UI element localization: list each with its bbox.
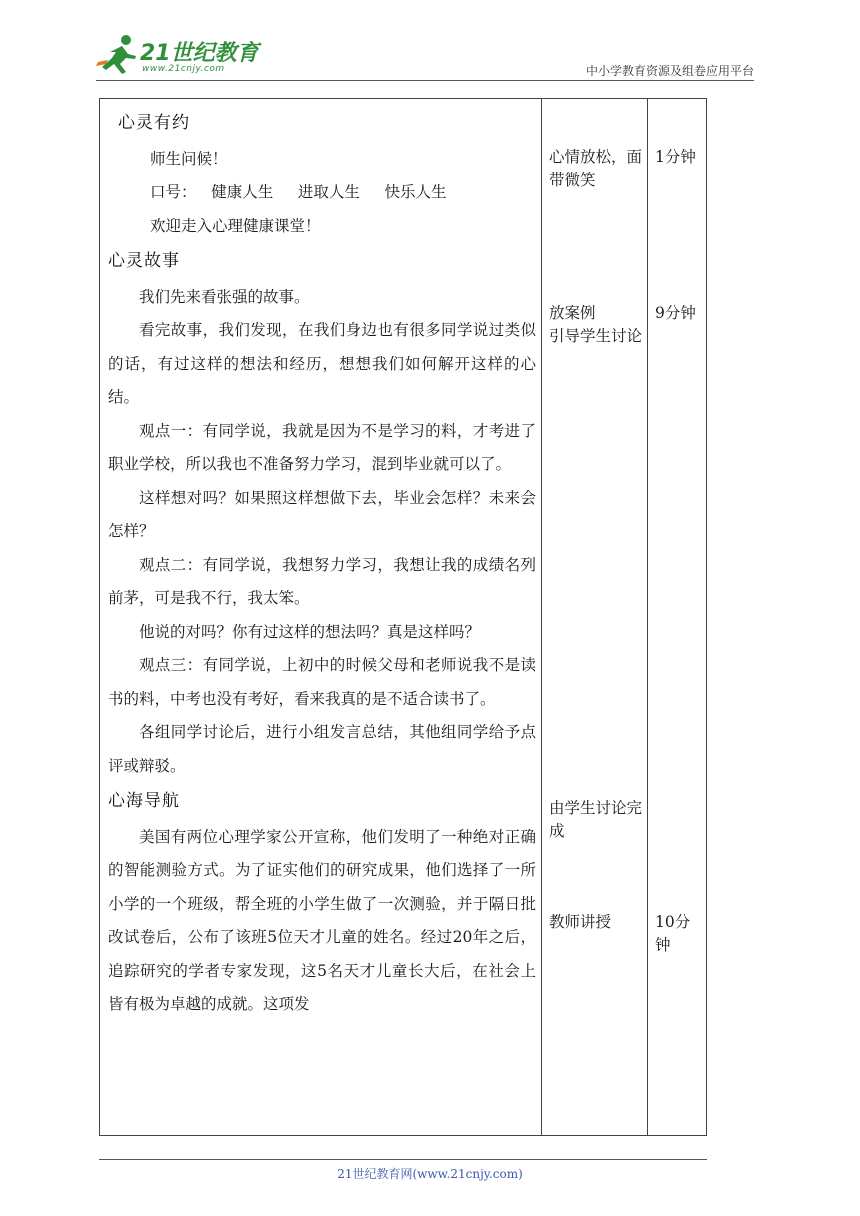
welcome-line: 欢迎走入心理健康课堂！ <box>150 216 321 235</box>
story-paragraph: 观点三：有同学说，上初中的时候父母和老师说我不是读书的料，中考也没有考好，看来我真的是不适合读书了。 <box>108 656 536 708</box>
guidance-paragraph: 美国有两位心理学家公开宣称，他们发明了一种绝对正确的智能测验方式。为了证实他们的研究成果，他们选择了一所小学的一个班级，帮全班的小学生做了一次测验，并于隔日批改试卷后，公布了该班5位天才儿童的姓名。经过20年之后，追踪研究的学者专家发现，这5名天才儿童长大后，在社会上皆有极为卓越的成就。这项发 <box>108 827 536 1013</box>
section-title-xinlinggushi: 心灵故事 <box>108 251 180 271</box>
time-cell: 9分钟 <box>655 304 696 322</box>
logo-url: www.21cnjy.com <box>142 64 225 74</box>
method-cell: 教师讲授 <box>549 913 612 931</box>
story-paragraph: 看完故事，我们发现，在我们身边也有很多同学说过类似的话，有过这样的想法和经历，想想我们如何解开这样的心结。 <box>108 321 536 406</box>
story-paragraph: 观点一：有同学说，我就是因为不是学习的料，才考进了职业学校，所以我也不准备努力学习，混到毕业就可以了。 <box>108 421 536 473</box>
column-divider <box>541 99 542 1135</box>
time-cell: 1分钟 <box>655 148 696 166</box>
greeting-line: 师生问候！ <box>150 149 228 168</box>
platform-name: 中小学教育资源及组卷应用平台 <box>585 64 754 78</box>
section-title-xinlingyouyue: 心灵有约 <box>118 113 190 133</box>
story-paragraph: 观点二：有同学说，我想努力学习，我想让我的成绩名列前茅，可是我不行，我太笨。 <box>108 555 536 607</box>
logo-text: 21世纪教育 <box>140 41 259 66</box>
section-title-xinhaidaohang: 心海导航 <box>108 791 180 811</box>
column-divider <box>647 99 648 1135</box>
story-paragraph: 他说的对吗？你有过这样的想法吗？真是这样吗？ <box>139 622 481 641</box>
lesson-table <box>99 98 707 1136</box>
method-cell: 由学生讨论完成 <box>549 799 643 840</box>
story-paragraph: 我们先来看张强的故事。 <box>139 287 310 306</box>
story-paragraph: 这样想对吗？如果照这样想做下去，毕业会怎样？未来会怎样？ <box>108 488 536 540</box>
header-divider <box>96 80 754 81</box>
method-cell: 放案例 引导学生讨论 <box>549 304 643 345</box>
story-paragraph: 各组同学讨论后，进行小组发言总结，其他组同学给予点评或辩驳。 <box>108 723 536 775</box>
logo <box>96 32 266 80</box>
footer-divider <box>99 1159 707 1160</box>
runner-logo-icon <box>96 32 140 76</box>
content-column <box>108 99 536 1022</box>
method-cell: 心情放松，面带微笑 <box>549 148 643 189</box>
footer-text: 21世纪教育网(www.21cnjy.com) <box>337 1167 523 1181</box>
slogan-line: 口号： 健康人生 进取人生 快乐人生 <box>150 183 447 201</box>
time-cell: 10分钟 <box>655 913 691 954</box>
